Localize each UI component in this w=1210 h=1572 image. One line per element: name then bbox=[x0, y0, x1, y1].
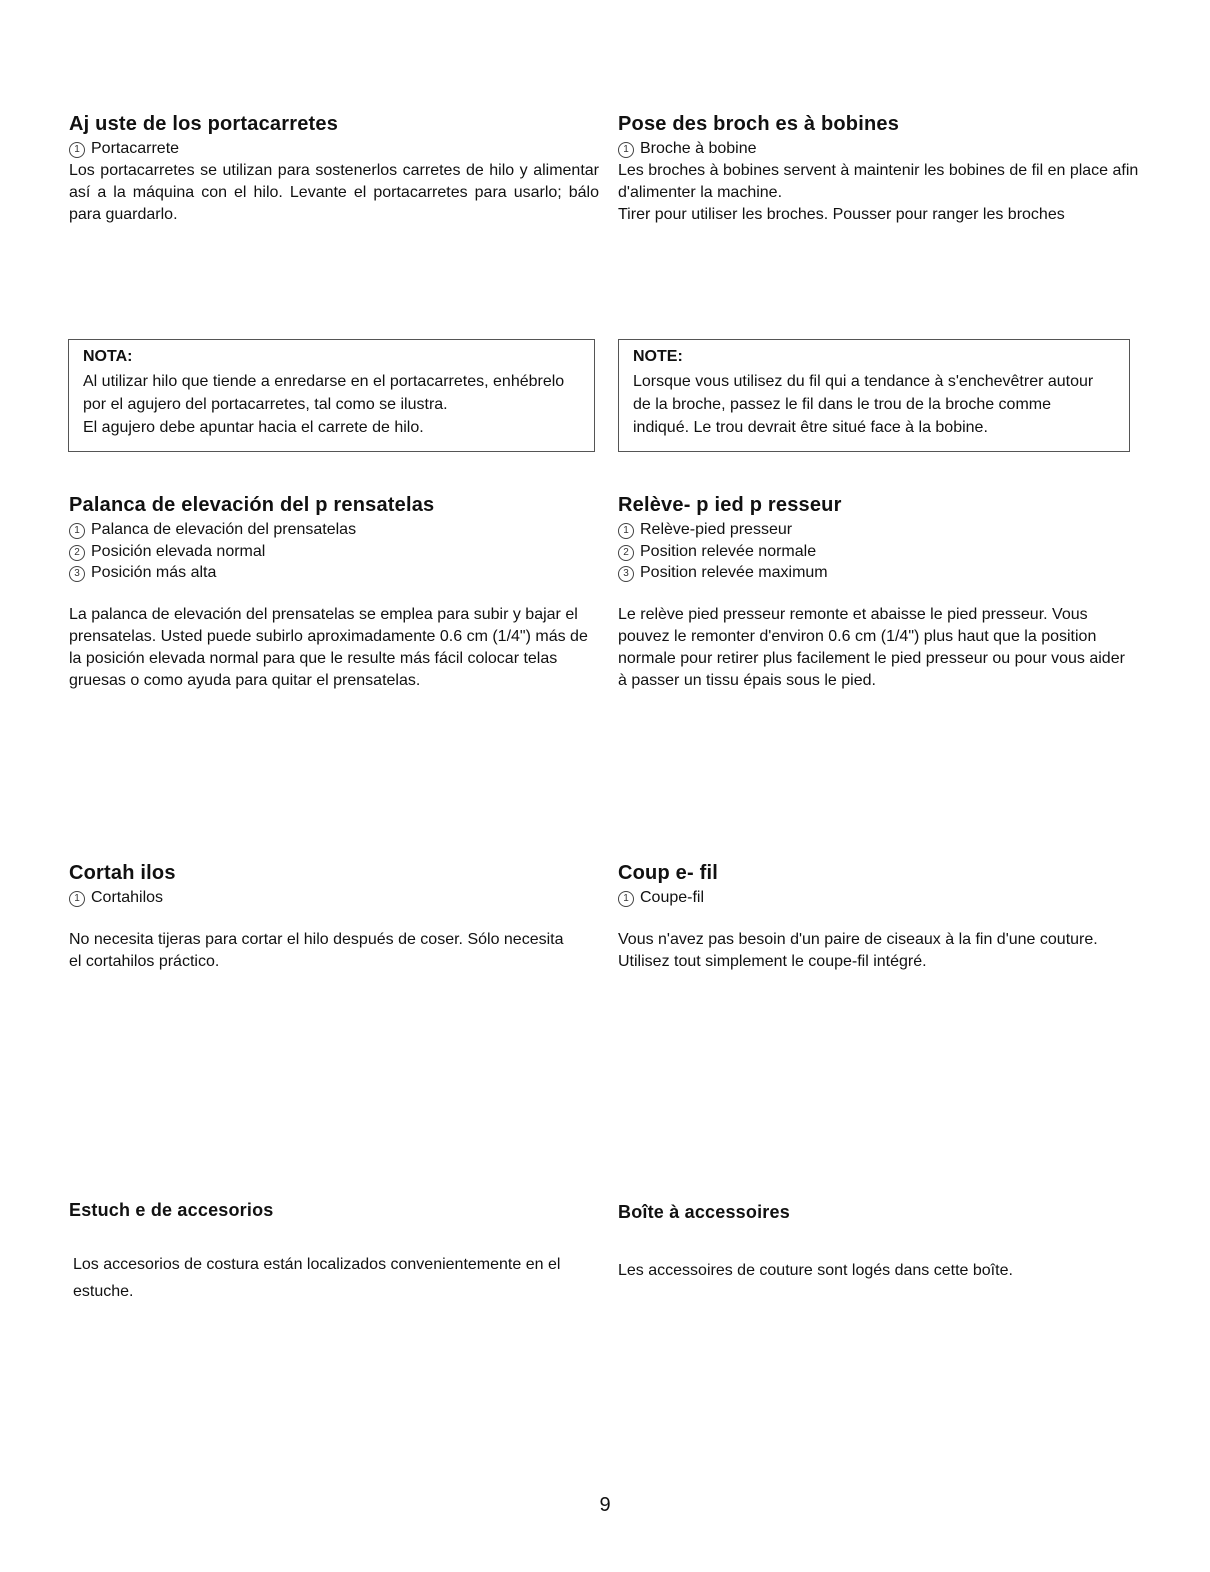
body-text: Los accesorios de costura están localizados convenientemente en el estuche. bbox=[73, 1256, 561, 1300]
note-box-es bbox=[68, 339, 595, 452]
circled-number: 2 bbox=[69, 545, 85, 561]
circled-number: 1 bbox=[69, 523, 85, 539]
callout-list bbox=[618, 138, 1163, 160]
heading-accessory-box-es: Estuch e de accesorios bbox=[69, 1200, 274, 1220]
section-thread-cutter-fr bbox=[618, 861, 1108, 973]
section-accessory-box-es bbox=[69, 1198, 569, 1305]
heading-thread-cutter-es: Cortah ilos bbox=[69, 862, 176, 884]
note-line: Lorsque vous utilisez du fil qui a tendance à s'enchevêtrer autour bbox=[633, 373, 1094, 390]
circled-number: 1 bbox=[618, 523, 634, 539]
callout-list bbox=[618, 887, 1108, 909]
circled-number: 1 bbox=[618, 142, 634, 158]
callout-item: 2 Position relevée normale bbox=[618, 541, 1138, 563]
callout-item: 1 Coupe-fil bbox=[618, 887, 1108, 909]
section-presser-lifter-es bbox=[69, 493, 589, 692]
callout-item: 1 Relève-pied presseur bbox=[618, 519, 1138, 541]
section-presser-lifter-fr bbox=[618, 493, 1138, 692]
callout-list bbox=[69, 519, 589, 584]
body-text: Tirer pour utiliser les broches. Pousser pour ranger les broches bbox=[618, 205, 1065, 223]
callout-item: 1 Broche à bobine bbox=[618, 138, 1163, 160]
callout-list bbox=[618, 519, 1138, 584]
body-text: Vous n'avez pas besoin d'un paire de ciseaux à la fin d'une couture. Utilisez tout simplement le coupe-fil intégré. bbox=[618, 930, 1098, 970]
note-label: NOTA: bbox=[83, 348, 133, 365]
heading-spool-pin-fr: Pose des broch es à bobines bbox=[618, 113, 900, 135]
circled-number: 2 bbox=[618, 545, 634, 561]
callout-list bbox=[69, 138, 599, 160]
heading-accessory-box-fr: Boîte à accessoires bbox=[618, 1202, 790, 1222]
body-text: La palanca de elevación del prensatelas se emplea para subir y bajar el prensatelas. Usted puede subirlo aproximadamente 0.6 cm (1/4") más de la posición elevada normal para que le resulte más fácil colocar telas gruesas o como ayuda para quitar el prensatelas. bbox=[69, 605, 588, 689]
section-spool-pin-fr bbox=[618, 112, 1163, 226]
note-line: por el agujero del portacarretes, tal como se ilustra. bbox=[83, 396, 448, 413]
circled-number: 1 bbox=[618, 891, 634, 907]
callout-list bbox=[69, 887, 569, 909]
note-label: NOTE: bbox=[633, 348, 683, 365]
body-text: Los portacarretes se utilizan para sostenerlos carretes de hilo y alimentar así a la máquina con el hilo. Levante el portacarretes para usarlo; bálo para guardarlo. bbox=[69, 161, 599, 223]
heading-thread-cutter-fr: Coup e- fil bbox=[618, 862, 718, 884]
body-text: No necesita tijeras para cortar el hilo después de coser. Sólo necesita el cortahilos práctico. bbox=[69, 930, 564, 970]
heading-presser-lifter-fr: Relève- p ied p resseur bbox=[618, 494, 842, 516]
callout-item: 2 Posición elevada normal bbox=[69, 541, 589, 563]
circled-number: 3 bbox=[618, 566, 634, 582]
heading-spool-pin-es: Aj uste de los portacarretes bbox=[69, 113, 339, 135]
circled-number: 1 bbox=[69, 891, 85, 907]
page-number: 9 bbox=[599, 1494, 611, 1516]
note-line: Al utilizar hilo que tiende a enredarse en el portacarretes, enhébrelo bbox=[83, 373, 565, 390]
body-text: Les broches à bobines servent à maintenir les bobines de fil en place afin d'alimenter la machine. bbox=[618, 161, 1139, 201]
callout-item: 3 Position relevée maximum bbox=[618, 562, 1138, 584]
callout-item: 1 Cortahilos bbox=[69, 887, 569, 909]
note-line: El agujero debe apuntar hacia el carrete de hilo. bbox=[83, 419, 424, 436]
callout-item: 1 Portacarrete bbox=[69, 138, 599, 160]
note-box-fr bbox=[618, 339, 1130, 452]
note-line: indiqué. Le trou devrait être situé face à la bobine. bbox=[633, 419, 988, 436]
note-line: de la broche, passez le fil dans le trou de la broche comme bbox=[633, 396, 1052, 413]
section-spool-pin-es bbox=[69, 112, 599, 226]
section-accessory-box-fr bbox=[618, 1200, 1138, 1282]
circled-number: 1 bbox=[69, 142, 85, 158]
circled-number: 3 bbox=[69, 566, 85, 582]
body-text: Le relève pied presseur remonte et abaisse le pied presseur. Vous pouvez le remonter d'environ 0.6 cm (1/4") plus haut que la position normale pour retirer plus facilement le pied presseur ou pour vous aider à passer un tissu épais sous le pied. bbox=[618, 605, 1125, 689]
callout-item: 1 Palanca de elevación del prensatelas bbox=[69, 519, 589, 541]
callout-item: 3 Posición más alta bbox=[69, 562, 589, 584]
body-text: Les accessoires de couture sont logés dans cette boîte. bbox=[618, 1262, 1013, 1279]
section-thread-cutter-es bbox=[69, 861, 569, 973]
heading-presser-lifter-es: Palanca de elevación del p rensatelas bbox=[69, 494, 435, 516]
